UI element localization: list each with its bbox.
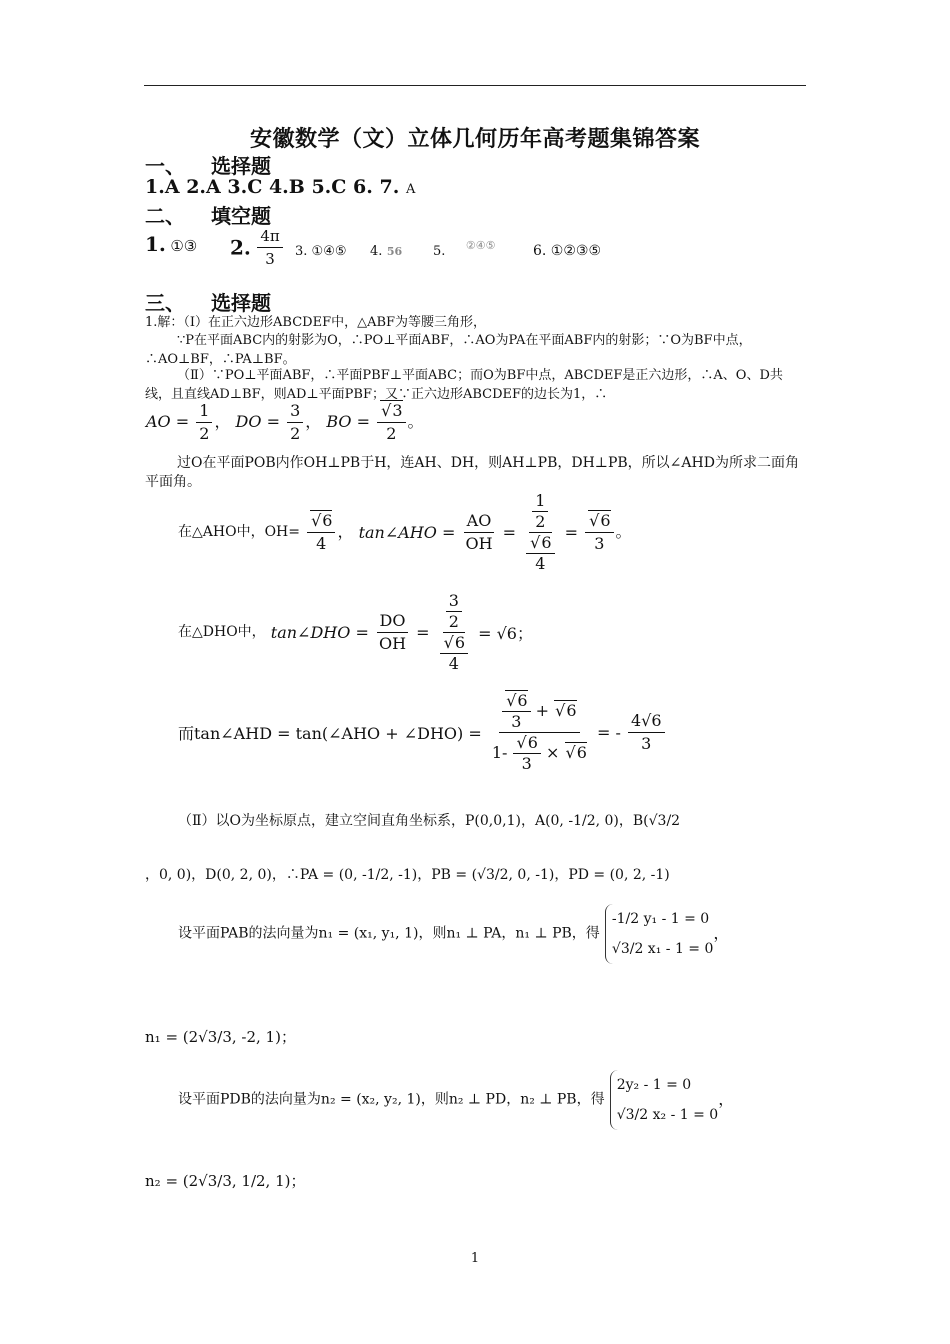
tan-label: tan∠AHO =	[358, 523, 456, 542]
section-label: 选择题	[211, 154, 271, 178]
denominator: 3	[594, 534, 605, 553]
segment-lengths: AO = $\frac{1}{2}$ ， DO = $\frac{3}{2}$ ， BO = √ $\frac{3}{2}$ 。	[146, 401, 424, 444]
line-prefix: 在△AHO中，OH=	[178, 524, 300, 540]
line-prefix: 在△DHO中，	[178, 624, 266, 640]
denominator: OH	[465, 534, 493, 553]
solution-line-1: 1.解：（Ⅰ）在正六边形ABCDEF中，△ABF为等腰三角形，	[145, 315, 487, 330]
fill-value-image: 56	[386, 245, 403, 258]
denominator: 4	[316, 534, 327, 553]
denominator: 2	[199, 424, 210, 443]
fill-answer-2	[230, 226, 285, 272]
equation-system-2	[610, 1070, 719, 1130]
ao-label: AO =	[146, 412, 190, 431]
result: = √6；	[478, 624, 533, 643]
fill-num: 2.	[230, 235, 251, 260]
tan-dho-line: 在△DHO中， tan∠DHO = $\frac{DO}{OH}$ = $\frac{3}{2}$ √ $\frac{6}{4}$ = √6；	[178, 592, 533, 673]
numerator: 4√6	[628, 711, 665, 733]
numerator: AO	[464, 511, 495, 533]
result-sign: = -	[596, 723, 621, 742]
equation-system-1	[605, 904, 714, 964]
equation: -1/2 y₁ - 1 = 0	[611, 911, 710, 927]
fill-answer-4	[370, 243, 402, 289]
numerator: 3	[287, 401, 303, 423]
numerator: √ 3	[380, 400, 402, 420]
fill-num: 5.	[433, 244, 446, 259]
line-text: 设平面PDB的法向量为n₂ = (x₂, y₂, 1)，则n₂ ⊥ PD，n₂ ⊥ PB，得	[178, 1091, 605, 1108]
solution-para-6: ，0, 0)，D(0, 2, 0)，∴PA = (0, -1/2, -1)，PB = (√3/2, 0, -1)，PD = (0, 2, -1)	[145, 867, 670, 883]
header-rule	[144, 85, 806, 86]
section-heading-fill	[145, 200, 271, 229]
equation: 2y₂ - 1 = 0	[616, 1077, 692, 1093]
section-label: 填空题	[211, 204, 271, 228]
numerator: 1	[196, 401, 212, 423]
fill-value: 6. ①②③⑤	[533, 243, 602, 259]
compound-fraction: $\frac{1}{2}$ √ $\frac{6}{4}$	[523, 492, 557, 573]
sum-fraction: √ $\frac{6}{3}$ + √ 6 1- √ $\frac{6}{3}$ × √ 6	[489, 692, 590, 773]
denominator: 3	[641, 734, 652, 753]
choice-answer-7: A	[405, 182, 416, 197]
equation: √3/2 x₁ - 1 = 0	[611, 941, 714, 957]
numerator: √ 6	[588, 510, 610, 530]
solution-para-3: （Ⅱ）∵PO⊥平面ABF，∴平面PBF⊥平面ABC；而O为BF中点，ABCDEF是正六边形，∴A、O、D共线，且直线AD⊥BF，则AD⊥平面PBF；又∵正六边形ABCDEF的边长为1，∴	[145, 368, 783, 402]
numerator: 4π	[257, 226, 282, 248]
oh-fraction	[307, 511, 335, 554]
solution-para-4: 过O在平面POB内作OH⊥PB于H，连AH、DH，则AH⊥PB，DH⊥PB，所以∠AHD为所求二面角平面角。	[145, 455, 799, 490]
equation: √3/2 x₂ - 1 = 0	[616, 1107, 719, 1123]
numerator: √ 6	[310, 510, 332, 530]
fill-num: 4.	[370, 244, 383, 259]
tan-aho-line: 在△AHO中，OH= √ $\frac{6}{4}$ ， tan∠AHO = $\frac{AO}{OH}$ = $\frac{1}{2}$ √ $\frac{6}{4}$ = √ $\frac{6}{3}$ 。	[178, 492, 632, 573]
tan-ahd-line	[178, 692, 667, 773]
normal-vector-n2: n₂ = (2√3/3, 1/2, 1)；	[145, 1172, 306, 1190]
result-fraction	[585, 511, 613, 554]
fill-value: 3. ①④⑤	[295, 244, 347, 259]
do-oh-fraction	[376, 611, 409, 654]
fill-value-image: ②④⑤	[465, 239, 496, 252]
section-heading-solution	[145, 287, 271, 316]
denominator: OH	[378, 634, 407, 653]
section-number: 二、	[145, 204, 185, 228]
denominator: 2	[290, 424, 301, 443]
bo-label: BO =	[326, 412, 371, 431]
fill-answer-5	[433, 239, 496, 289]
line-text: 设平面PAB的法向量为n₁ = (x₁, y₁, 1)，则n₁ ⊥ PA，n₁ ⊥ PB，得	[178, 925, 600, 942]
fill-value: ①③	[170, 237, 198, 255]
page-number: 1	[470, 1251, 480, 1266]
tan-label: tan∠DHO =	[270, 623, 369, 642]
denominator: 3	[265, 250, 275, 268]
page-title: 安徽数学（文）立体几何历年高考题集锦答案	[249, 126, 700, 152]
ao-fraction	[196, 401, 212, 444]
section-heading-choice	[145, 150, 271, 179]
compound-fraction: $\frac{3}{2}$ √ $\frac{6}{4}$	[437, 592, 471, 673]
fill-answer-1	[145, 232, 197, 278]
plane-pab-line: 设平面PAB的法向量为n₁ = (x₁, y₁, 1)，则n₁ ⊥ PA，n₁ ⊥ PB，得 -1/2 y₁ - 1 = 0 √3/2 x₁ - 1 = 0 ，	[178, 904, 729, 964]
numerator: DO	[377, 611, 409, 633]
denominator: 2	[386, 424, 397, 443]
line-prefix: 而tan∠AHD = tan(∠AHO + ∠DHO) =	[178, 724, 482, 743]
bo-fraction	[377, 401, 405, 444]
do-fraction	[287, 401, 303, 444]
do-label: DO =	[235, 412, 280, 431]
choice-answers	[145, 176, 415, 198]
fill-num: 1.	[145, 232, 166, 256]
result-fraction	[628, 711, 665, 754]
section-number: 三、	[145, 291, 185, 315]
fraction	[257, 226, 282, 269]
choice-answers-text: 1.A 2.A 3.C 4.B 5.C 6. 7.	[145, 176, 400, 198]
section-label: 选择题	[211, 291, 271, 315]
solution-para-2: ∵P在平面ABC内的射影为O，∴PO⊥平面ABF，∴AO为PA在平面ABF内的射影；∵O为BF中点，∴AO⊥BF，∴PA⊥BF。	[145, 333, 752, 367]
fill-answer-3	[295, 243, 347, 289]
normal-vector-n1: n₁ = (2√3/3, -2, 1)；	[145, 1028, 296, 1046]
plane-pdb-line: 设平面PDB的法向量为n₂ = (x₂, y₂, 1)，则n₂ ⊥ PD，n₂ ⊥ PB，得 2y₂ - 1 = 0 √3/2 x₂ - 1 = 0 ，	[178, 1070, 734, 1130]
section-number: 一、	[145, 154, 185, 178]
solution-para-5: （Ⅱ）以O为坐标原点，建立空间直角坐标系，P(0,0,1)，A(0, -1/2, 0)，B(√3/2	[178, 813, 681, 829]
fill-answer-6	[533, 243, 601, 289]
ao-oh-fraction	[462, 511, 495, 554]
